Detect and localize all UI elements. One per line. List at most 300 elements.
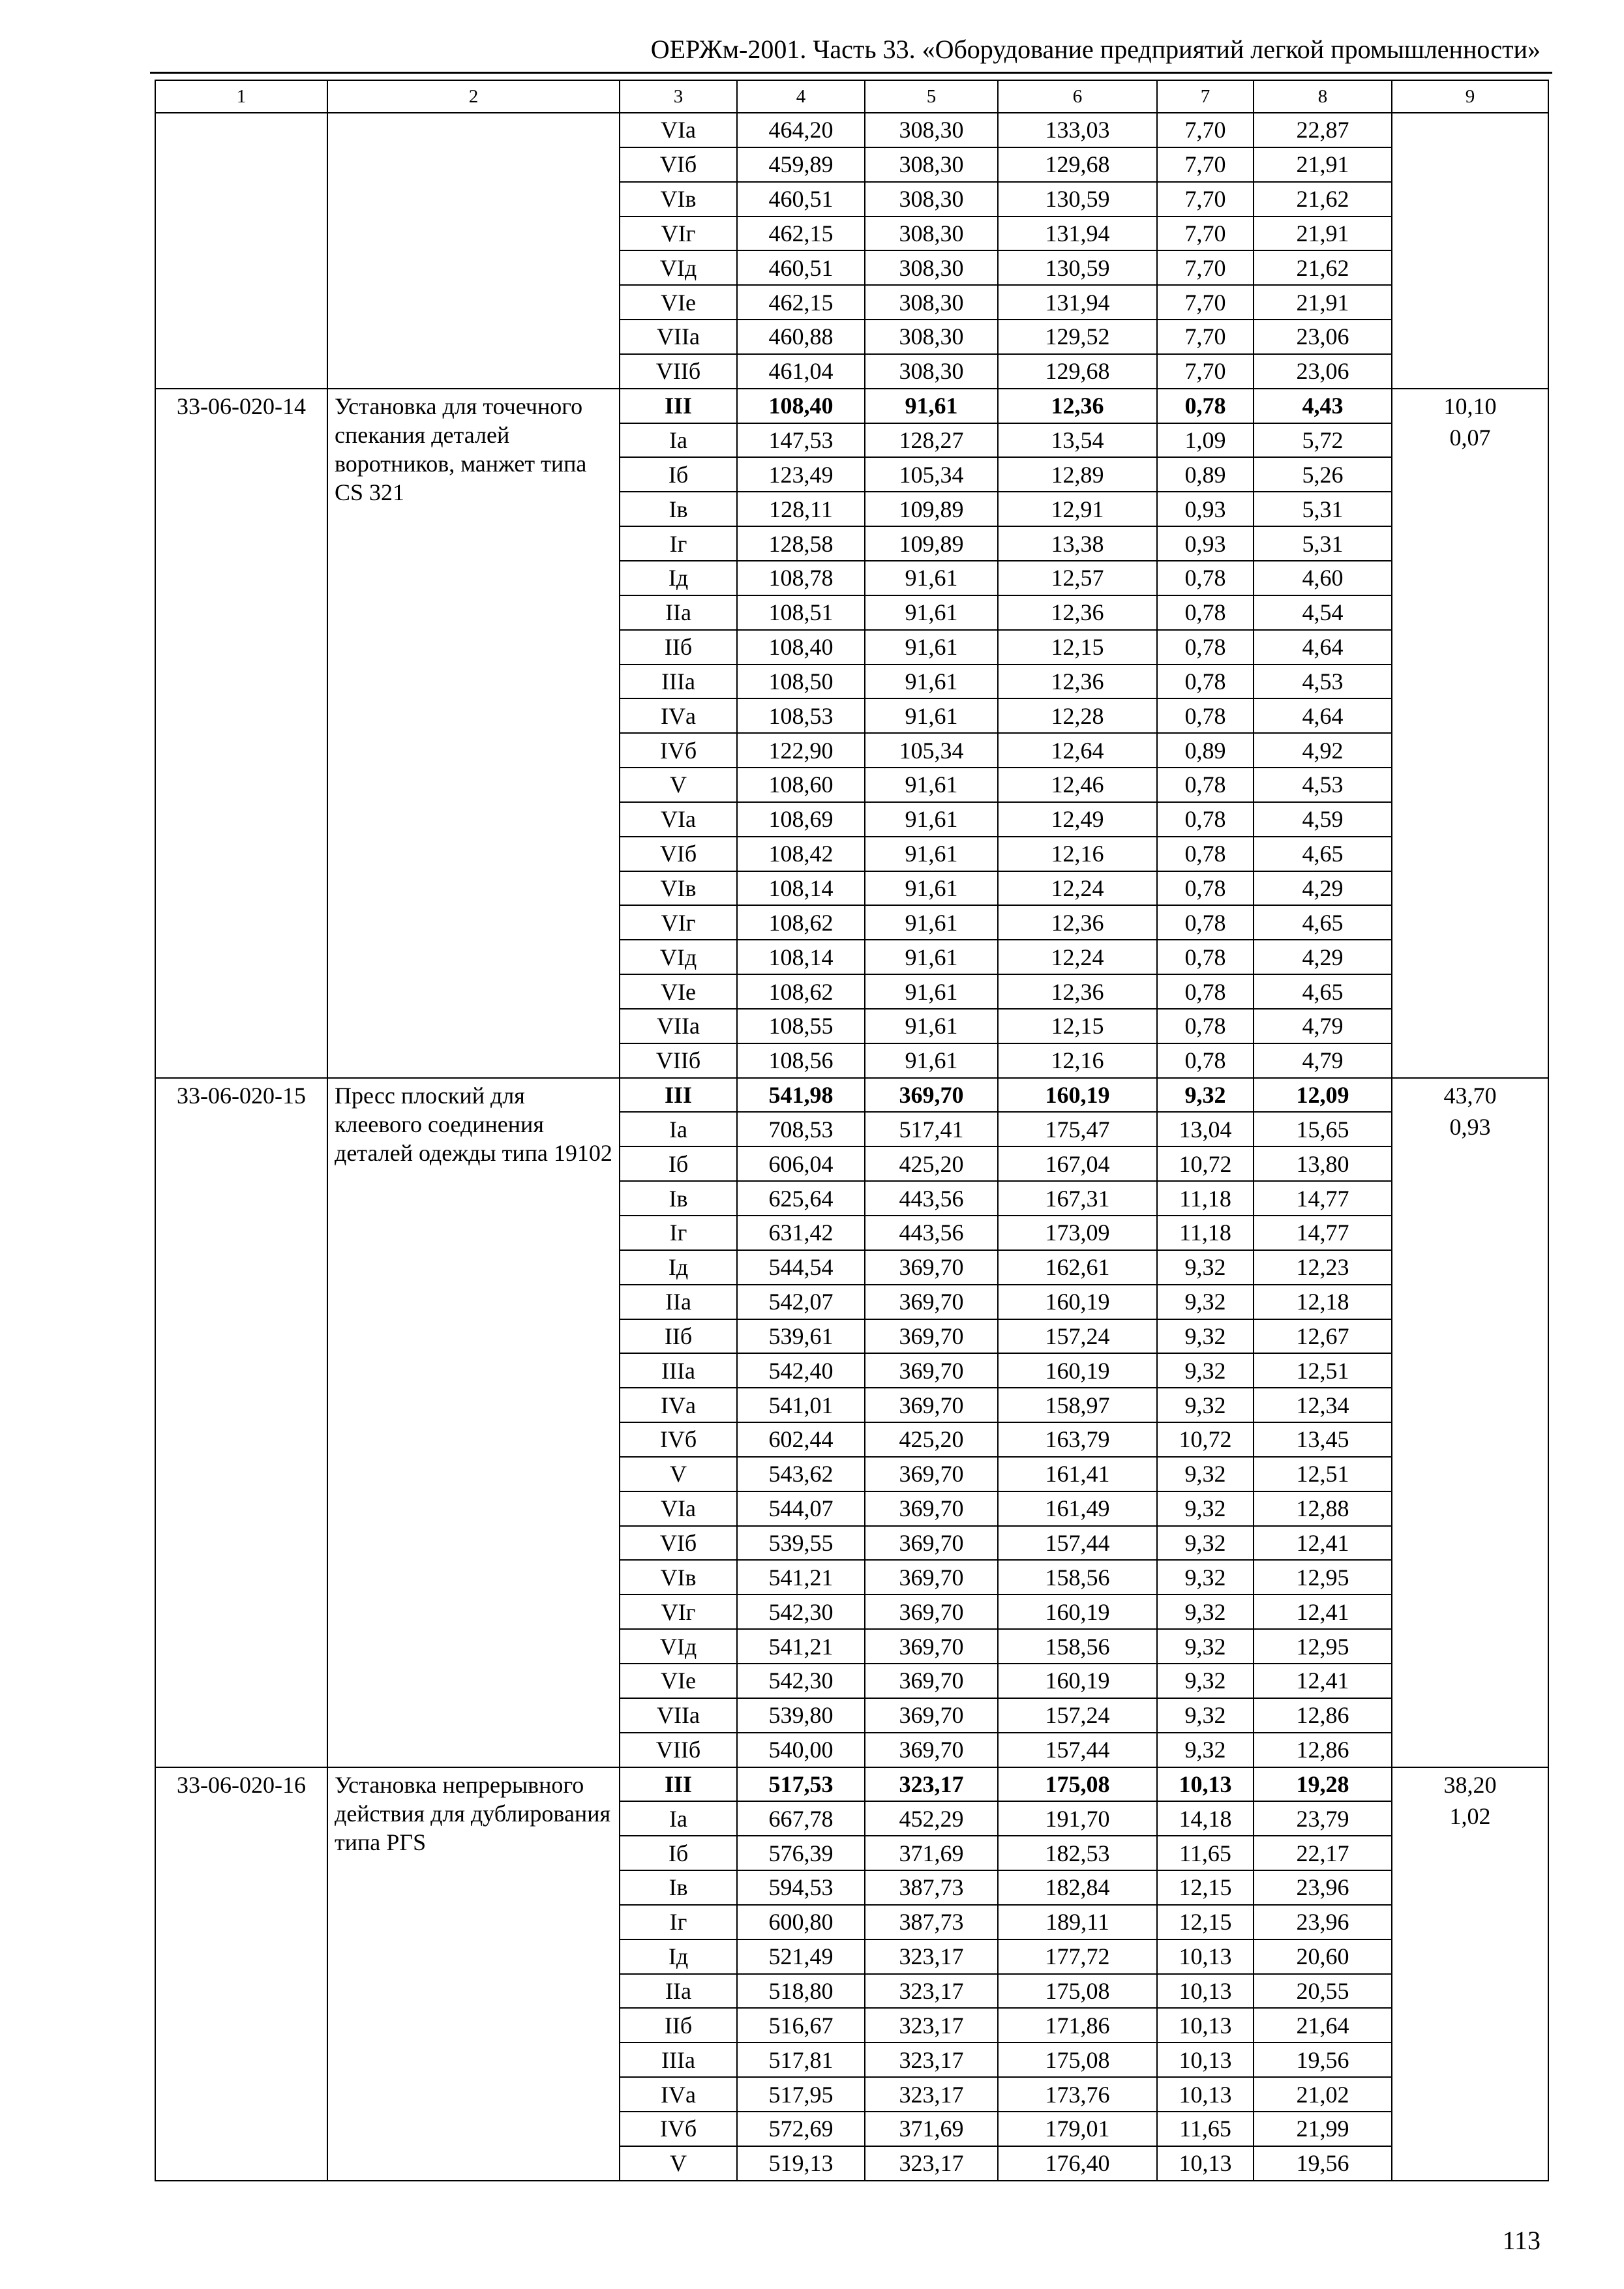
variant-cell: VIг	[620, 1594, 737, 1629]
machinists-wages-cell: 9,32	[1157, 1078, 1254, 1113]
variant-cell: Iг	[620, 1216, 737, 1250]
wages-cell: 517,41	[865, 1112, 998, 1146]
cost-total-cell: 541,21	[737, 1629, 865, 1664]
wages-cell: 369,70	[865, 1629, 998, 1664]
variant-cell: VIд	[620, 940, 737, 974]
materials-cell: 12,09	[1254, 1078, 1392, 1113]
materials-cell: 23,06	[1254, 320, 1392, 354]
machinists-wages-cell: 10,13	[1157, 1974, 1254, 2009]
machines-cell: 160,19	[998, 1078, 1157, 1113]
cost-total-cell: 541,01	[737, 1388, 865, 1422]
cost-total-cell: 542,07	[737, 1285, 865, 1319]
wages-cell: 369,70	[865, 1250, 998, 1285]
machinists-wages-cell: 9,32	[1157, 1491, 1254, 1526]
wages-cell: 105,34	[865, 457, 998, 492]
variant-cell: VIв	[620, 871, 737, 906]
cost-total-cell: 544,54	[737, 1250, 865, 1285]
cost-total-cell: 541,21	[737, 1560, 865, 1594]
wages-cell: 91,61	[865, 595, 998, 630]
machines-cell: 12,16	[998, 837, 1157, 871]
wages-cell: 443,56	[865, 1216, 998, 1250]
machinists-wages-cell: 10,13	[1157, 2077, 1254, 2112]
cost-total-cell: 462,15	[737, 217, 865, 251]
variant-cell: Iв	[620, 492, 737, 526]
cost-total-cell: 108,78	[737, 561, 865, 595]
machines-cell: 161,49	[998, 1491, 1157, 1526]
materials-cell: 4,65	[1254, 905, 1392, 940]
wages-cell: 323,17	[865, 2008, 998, 2042]
machines-cell: 182,53	[998, 1836, 1157, 1870]
wages-cell: 308,30	[865, 113, 998, 147]
cost-total-cell: 517,95	[737, 2077, 865, 2112]
materials-cell: 5,31	[1254, 492, 1392, 526]
machinists-wages-cell: 0,93	[1157, 526, 1254, 561]
cost-total-cell: 625,64	[737, 1181, 865, 1216]
materials-cell: 5,72	[1254, 423, 1392, 458]
variant-cell: Iа	[620, 1112, 737, 1146]
wages-cell: 425,20	[865, 1146, 998, 1181]
materials-cell: 12,23	[1254, 1250, 1392, 1285]
machines-cell: 130,59	[998, 182, 1157, 217]
materials-cell: 5,26	[1254, 457, 1392, 492]
machines-cell: 160,19	[998, 1353, 1157, 1388]
variant-cell: Iб	[620, 457, 737, 492]
wages-cell: 109,89	[865, 526, 998, 561]
machinists-wages-cell: 11,18	[1157, 1181, 1254, 1216]
materials-cell: 21,91	[1254, 217, 1392, 251]
wages-cell: 91,61	[865, 389, 998, 423]
materials-cell: 21,91	[1254, 285, 1392, 320]
labor-cost-value: 0,93	[1449, 1113, 1491, 1140]
machines-cell: 158,56	[998, 1560, 1157, 1594]
column-number: 5	[865, 80, 998, 113]
cost-total-cell: 128,11	[737, 492, 865, 526]
machines-cell: 163,79	[998, 1422, 1157, 1457]
price-table	[155, 80, 1549, 2181]
machinists-wages-cell: 0,78	[1157, 871, 1254, 906]
labor-cost-value: 43,70	[1443, 1082, 1497, 1109]
machinists-wages-cell: 7,70	[1157, 147, 1254, 182]
machines-cell: 173,76	[998, 2077, 1157, 2112]
machines-cell: 12,36	[998, 905, 1157, 940]
variant-cell: IVа	[620, 1388, 737, 1422]
cost-total-cell: 667,78	[737, 1801, 865, 1836]
variant-cell: VIIа	[620, 320, 737, 354]
materials-cell: 4,79	[1254, 1009, 1392, 1043]
variant-cell: III	[620, 389, 737, 423]
variant-cell: Iв	[620, 1870, 737, 1905]
materials-cell: 23,79	[1254, 1801, 1392, 1836]
materials-cell: 21,64	[1254, 2008, 1392, 2042]
wages-cell: 91,61	[865, 940, 998, 974]
materials-cell: 12,67	[1254, 1319, 1392, 1354]
variant-cell: VIг	[620, 217, 737, 251]
machinists-wages-cell: 0,93	[1157, 492, 1254, 526]
materials-cell: 12,95	[1254, 1560, 1392, 1594]
machinists-wages-cell: 0,78	[1157, 802, 1254, 837]
variant-cell: VIв	[620, 1560, 737, 1594]
machinists-wages-cell: 12,15	[1157, 1905, 1254, 1939]
cost-total-cell: 539,55	[737, 1526, 865, 1561]
materials-cell: 14,77	[1254, 1181, 1392, 1216]
machinists-wages-cell: 0,89	[1157, 457, 1254, 492]
variant-cell: VIа	[620, 802, 737, 837]
machines-cell: 12,36	[998, 595, 1157, 630]
materials-cell: 22,87	[1254, 113, 1392, 147]
machines-cell: 177,72	[998, 1939, 1157, 1974]
cost-total-cell: 541,98	[737, 1078, 865, 1113]
machines-cell: 167,04	[998, 1146, 1157, 1181]
cost-total-cell: 543,62	[737, 1457, 865, 1491]
cost-total-cell: 602,44	[737, 1422, 865, 1457]
equipment-name-cell	[327, 113, 620, 389]
wages-cell: 91,61	[865, 698, 998, 733]
variant-cell: VIб	[620, 147, 737, 182]
materials-cell: 5,31	[1254, 526, 1392, 561]
machines-cell: 131,94	[998, 217, 1157, 251]
cost-total-cell: 108,62	[737, 974, 865, 1009]
variant-cell: Iа	[620, 423, 737, 458]
wages-cell: 91,61	[865, 871, 998, 906]
wages-cell: 425,20	[865, 1422, 998, 1457]
variant-cell: VIг	[620, 905, 737, 940]
machines-cell: 129,68	[998, 354, 1157, 389]
variant-cell: IIа	[620, 1285, 737, 1319]
cost-total-cell: 123,49	[737, 457, 865, 492]
materials-cell: 12,95	[1254, 1629, 1392, 1664]
materials-cell: 12,41	[1254, 1664, 1392, 1698]
materials-cell: 12,51	[1254, 1353, 1392, 1388]
wages-cell: 371,69	[865, 2112, 998, 2146]
variant-cell: VIб	[620, 1526, 737, 1561]
machines-cell: 157,44	[998, 1526, 1157, 1561]
machines-cell: 12,24	[998, 940, 1157, 974]
machines-cell: 12,36	[998, 665, 1157, 699]
wages-cell: 308,30	[865, 147, 998, 182]
materials-cell: 15,65	[1254, 1112, 1392, 1146]
column-number: 7	[1157, 80, 1254, 113]
materials-cell: 14,77	[1254, 1216, 1392, 1250]
machines-cell: 157,24	[998, 1319, 1157, 1354]
materials-cell: 23,96	[1254, 1870, 1392, 1905]
variant-cell: Iв	[620, 1181, 737, 1216]
table-row	[155, 1767, 1548, 1802]
machinists-wages-cell: 7,70	[1157, 113, 1254, 147]
wages-cell: 91,61	[865, 665, 998, 699]
variant-cell: Iг	[620, 1905, 737, 1939]
cost-total-cell: 594,53	[737, 1870, 865, 1905]
materials-cell: 12,18	[1254, 1285, 1392, 1319]
machinists-wages-cell: 12,15	[1157, 1870, 1254, 1905]
materials-cell: 12,86	[1254, 1698, 1392, 1733]
wages-cell: 369,70	[865, 1560, 998, 1594]
machines-cell: 129,68	[998, 147, 1157, 182]
wages-cell: 323,17	[865, 2077, 998, 2112]
materials-cell: 4,79	[1254, 1043, 1392, 1078]
cost-total-cell: 147,53	[737, 423, 865, 458]
machines-cell: 12,91	[998, 492, 1157, 526]
cost-total-cell: 517,81	[737, 2042, 865, 2077]
machinists-wages-cell: 0,78	[1157, 561, 1254, 595]
cost-total-cell: 459,89	[737, 147, 865, 182]
machines-cell: 179,01	[998, 2112, 1157, 2146]
machinists-wages-cell: 13,04	[1157, 1112, 1254, 1146]
variant-cell: III	[620, 1767, 737, 1802]
wages-cell: 369,70	[865, 1457, 998, 1491]
cost-total-cell: 108,14	[737, 940, 865, 974]
materials-cell: 23,96	[1254, 1905, 1392, 1939]
cost-total-cell: 128,58	[737, 526, 865, 561]
wages-cell: 91,61	[865, 837, 998, 871]
cost-total-cell: 521,49	[737, 1939, 865, 1974]
wages-cell: 369,70	[865, 1285, 998, 1319]
machines-cell: 191,70	[998, 1801, 1157, 1836]
materials-cell: 4,60	[1254, 561, 1392, 595]
materials-cell: 19,56	[1254, 2146, 1392, 2181]
cost-total-cell: 108,60	[737, 768, 865, 802]
machinists-wages-cell: 7,70	[1157, 285, 1254, 320]
materials-cell: 21,91	[1254, 147, 1392, 182]
cost-total-cell: 460,51	[737, 182, 865, 217]
wages-cell: 91,61	[865, 802, 998, 837]
machinists-wages-cell: 0,78	[1157, 389, 1254, 423]
wages-cell: 387,73	[865, 1905, 998, 1939]
machines-cell: 12,64	[998, 733, 1157, 768]
materials-cell: 23,06	[1254, 354, 1392, 389]
machines-cell: 12,36	[998, 974, 1157, 1009]
column-number: 4	[737, 80, 865, 113]
column-number: 6	[998, 80, 1157, 113]
machines-cell: 160,19	[998, 1594, 1157, 1629]
machines-cell: 162,61	[998, 1250, 1157, 1285]
machinists-wages-cell: 0,78	[1157, 1009, 1254, 1043]
variant-cell: VIе	[620, 285, 737, 320]
wages-cell: 91,61	[865, 768, 998, 802]
machines-cell: 12,36	[998, 389, 1157, 423]
cost-total-cell: 108,50	[737, 665, 865, 699]
materials-cell: 4,43	[1254, 389, 1392, 423]
column-number: 8	[1254, 80, 1392, 113]
column-number-row	[155, 80, 1548, 113]
cost-total-cell: 460,88	[737, 320, 865, 354]
header-divider	[150, 72, 1552, 74]
column-number: 9	[1392, 80, 1548, 113]
wages-cell: 452,29	[865, 1801, 998, 1836]
machines-cell: 158,97	[998, 1388, 1157, 1422]
machines-cell: 167,31	[998, 1181, 1157, 1216]
machinists-wages-cell: 14,18	[1157, 1801, 1254, 1836]
variant-cell: IIIа	[620, 2042, 737, 2077]
labor-cost-cell	[1392, 389, 1548, 1078]
table-body	[155, 80, 1548, 2181]
cost-total-cell: 600,80	[737, 1905, 865, 1939]
materials-cell: 4,53	[1254, 768, 1392, 802]
materials-cell: 4,64	[1254, 698, 1392, 733]
cost-total-cell: 108,42	[737, 837, 865, 871]
machines-cell: 189,11	[998, 1905, 1157, 1939]
wages-cell: 308,30	[865, 250, 998, 285]
machines-cell: 175,08	[998, 1767, 1157, 1802]
variant-cell: IVб	[620, 733, 737, 768]
machines-cell: 157,44	[998, 1733, 1157, 1767]
machines-cell: 176,40	[998, 2146, 1157, 2181]
wages-cell: 105,34	[865, 733, 998, 768]
machines-cell: 12,24	[998, 871, 1157, 906]
machinists-wages-cell: 9,32	[1157, 1526, 1254, 1561]
variant-cell: VIд	[620, 250, 737, 285]
variant-cell: Iб	[620, 1146, 737, 1181]
equipment-name-cell: Пресс плоский для клеевого соединения деталей одежды типа 19102	[327, 1078, 620, 1767]
materials-cell: 4,54	[1254, 595, 1392, 630]
wages-cell: 369,70	[865, 1733, 998, 1767]
machinists-wages-cell: 10,13	[1157, 2146, 1254, 2181]
variant-cell: VIа	[620, 113, 737, 147]
wages-cell: 323,17	[865, 1974, 998, 2009]
materials-cell: 4,59	[1254, 802, 1392, 837]
variant-cell: IIб	[620, 1319, 737, 1354]
wages-cell: 323,17	[865, 2042, 998, 2077]
cost-total-cell: 539,61	[737, 1319, 865, 1354]
wages-cell: 323,17	[865, 1939, 998, 1974]
machines-cell: 12,57	[998, 561, 1157, 595]
wages-cell: 308,30	[865, 354, 998, 389]
machines-cell: 173,09	[998, 1216, 1157, 1250]
materials-cell: 19,56	[1254, 2042, 1392, 2077]
cost-total-cell: 122,90	[737, 733, 865, 768]
machines-cell: 12,49	[998, 802, 1157, 837]
wages-cell: 308,30	[865, 182, 998, 217]
column-number: 1	[155, 80, 327, 113]
labor-cost-value: 10,10	[1443, 393, 1497, 419]
materials-cell: 4,92	[1254, 733, 1392, 768]
machinists-wages-cell: 1,09	[1157, 423, 1254, 458]
row-code-cell: 33-06-020-16	[155, 1767, 327, 2181]
machinists-wages-cell: 0,78	[1157, 940, 1254, 974]
variant-cell: V	[620, 1457, 737, 1491]
cost-total-cell: 108,40	[737, 389, 865, 423]
cost-total-cell: 539,80	[737, 1698, 865, 1733]
cost-total-cell: 576,39	[737, 1836, 865, 1870]
cost-total-cell: 108,53	[737, 698, 865, 733]
machinists-wages-cell: 0,78	[1157, 768, 1254, 802]
wages-cell: 308,30	[865, 320, 998, 354]
variant-cell: III	[620, 1078, 737, 1113]
wages-cell: 91,61	[865, 905, 998, 940]
variant-cell: IVб	[620, 1422, 737, 1457]
variant-cell: Iд	[620, 1939, 737, 1974]
machinists-wages-cell: 7,70	[1157, 217, 1254, 251]
machinists-wages-cell: 0,78	[1157, 595, 1254, 630]
cost-total-cell: 108,55	[737, 1009, 865, 1043]
wages-cell: 369,70	[865, 1526, 998, 1561]
variant-cell: Iа	[620, 1801, 737, 1836]
column-number: 3	[620, 80, 737, 113]
cost-total-cell: 460,51	[737, 250, 865, 285]
machinists-wages-cell: 0,78	[1157, 1043, 1254, 1078]
wages-cell: 91,61	[865, 974, 998, 1009]
machinists-wages-cell: 10,13	[1157, 1767, 1254, 1802]
variant-cell: Iг	[620, 526, 737, 561]
row-code-cell	[155, 113, 327, 389]
machines-cell: 171,86	[998, 2008, 1157, 2042]
machines-cell: 131,94	[998, 285, 1157, 320]
machinists-wages-cell: 9,32	[1157, 1664, 1254, 1698]
machines-cell: 12,28	[998, 698, 1157, 733]
machinists-wages-cell: 0,78	[1157, 974, 1254, 1009]
table-row	[155, 113, 1548, 147]
machines-cell: 129,52	[998, 320, 1157, 354]
machinists-wages-cell: 0,89	[1157, 733, 1254, 768]
machinists-wages-cell: 10,72	[1157, 1146, 1254, 1181]
materials-cell: 21,02	[1254, 2077, 1392, 2112]
machinists-wages-cell: 0,78	[1157, 665, 1254, 699]
wages-cell: 91,61	[865, 561, 998, 595]
wages-cell: 128,27	[865, 423, 998, 458]
wages-cell: 91,61	[865, 1043, 998, 1078]
machinists-wages-cell: 7,70	[1157, 320, 1254, 354]
machinists-wages-cell: 0,78	[1157, 698, 1254, 733]
variant-cell: VIIб	[620, 1043, 737, 1078]
materials-cell: 4,65	[1254, 837, 1392, 871]
machinists-wages-cell: 9,32	[1157, 1250, 1254, 1285]
machines-cell: 182,84	[998, 1870, 1157, 1905]
cost-total-cell: 631,42	[737, 1216, 865, 1250]
cost-total-cell: 544,07	[737, 1491, 865, 1526]
machinists-wages-cell: 9,32	[1157, 1319, 1254, 1354]
cost-total-cell: 519,13	[737, 2146, 865, 2181]
materials-cell: 13,80	[1254, 1146, 1392, 1181]
cost-total-cell: 542,30	[737, 1664, 865, 1698]
variant-cell: VIв	[620, 182, 737, 217]
variant-cell: VIа	[620, 1491, 737, 1526]
wages-cell: 369,70	[865, 1353, 998, 1388]
machinists-wages-cell: 0,78	[1157, 905, 1254, 940]
variant-cell: VIIб	[620, 354, 737, 389]
machines-cell: 13,54	[998, 423, 1157, 458]
variant-cell: IVа	[620, 698, 737, 733]
labor-cost-value: 38,20	[1443, 1771, 1497, 1798]
variant-cell: IIIа	[620, 1353, 737, 1388]
cost-total-cell: 108,51	[737, 595, 865, 630]
machines-cell: 158,56	[998, 1629, 1157, 1664]
cost-total-cell: 542,40	[737, 1353, 865, 1388]
cost-total-cell: 518,80	[737, 1974, 865, 2009]
cost-total-cell: 542,30	[737, 1594, 865, 1629]
variant-cell: V	[620, 768, 737, 802]
variant-cell: Iд	[620, 1250, 737, 1285]
machinists-wages-cell: 9,32	[1157, 1560, 1254, 1594]
wages-cell: 323,17	[865, 1767, 998, 1802]
materials-cell: 21,62	[1254, 250, 1392, 285]
variant-cell: IIб	[620, 630, 737, 665]
machines-cell: 12,16	[998, 1043, 1157, 1078]
machines-cell: 133,03	[998, 113, 1157, 147]
machines-cell: 175,08	[998, 2042, 1157, 2077]
machines-cell: 12,89	[998, 457, 1157, 492]
materials-cell: 13,45	[1254, 1422, 1392, 1457]
labor-cost-value: 1,02	[1449, 1803, 1491, 1829]
equipment-name-cell: Установка непрерывного действия для дублирования типа PГS	[327, 1767, 620, 2181]
materials-cell: 4,29	[1254, 871, 1392, 906]
cost-total-cell: 462,15	[737, 285, 865, 320]
machines-cell: 157,24	[998, 1698, 1157, 1733]
variant-cell: VIIа	[620, 1698, 737, 1733]
wages-cell: 323,17	[865, 2146, 998, 2181]
machinists-wages-cell: 10,72	[1157, 1422, 1254, 1457]
wages-cell: 308,30	[865, 217, 998, 251]
machines-cell: 13,38	[998, 526, 1157, 561]
variant-cell: IVа	[620, 2077, 737, 2112]
